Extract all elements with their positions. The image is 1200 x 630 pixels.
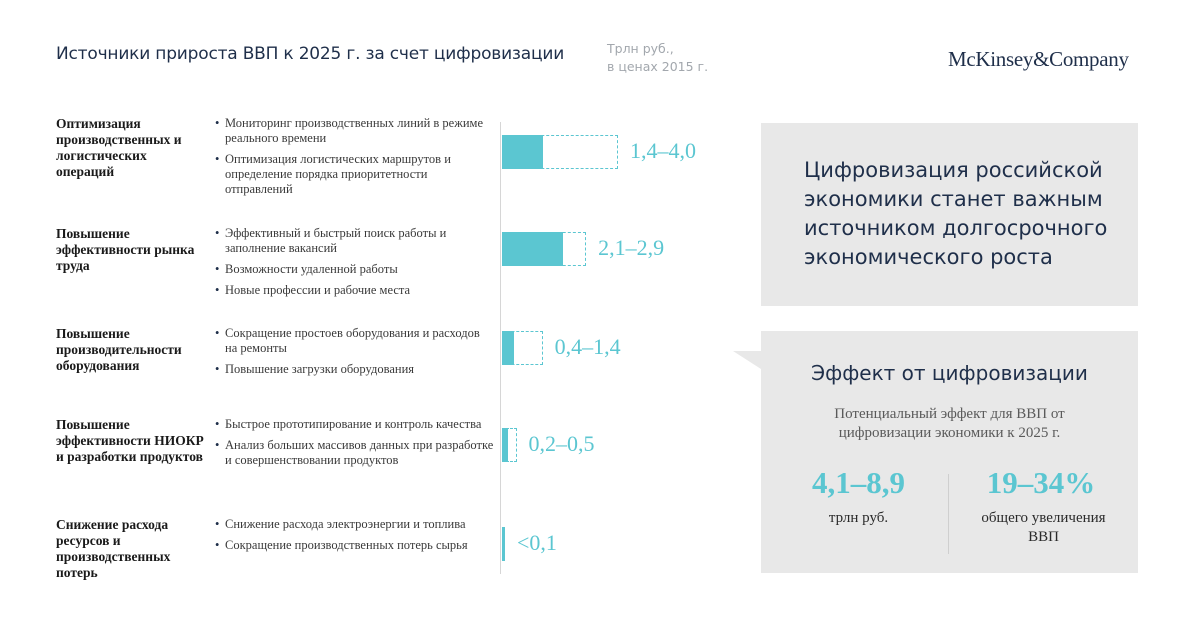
effect-left-value: 4,1–8,9	[812, 465, 905, 500]
bullet-item: • Эффективный и быстрый поиск работы и заполнение вакансий	[215, 226, 495, 256]
row-label-5: Снижение расхода ресурсов и производственных потерь	[56, 517, 171, 580]
row-label-3: Повышение производительности оборудования	[56, 326, 182, 373]
row-bullets-2	[215, 226, 495, 304]
bullet-item: • Новые профессии и рабочие места	[215, 283, 495, 298]
row-bullets-4	[215, 417, 495, 474]
bar-value-label: 1,4–4,0	[630, 138, 696, 163]
bar-range-fill	[502, 527, 505, 561]
bar-range-fill	[502, 232, 563, 266]
row-label-2: Повышение эффективности рынка труда	[56, 226, 195, 273]
row-bullets-5	[215, 517, 495, 559]
bullet-item: • Мониторинг производственных линий в режиме реального времени	[215, 116, 495, 146]
bullet-item: • Анализ больших массивов данных при разработке и совершенствовании продуктов	[215, 438, 495, 468]
row-bullets-1	[215, 116, 495, 203]
bullet-item: • Быстрое прототипирование и контроль качества	[215, 417, 495, 432]
bullet-item: • Повышение загрузки оборудования	[215, 362, 495, 377]
effect-box	[761, 331, 1138, 573]
effect-left-label: трлн руб.	[828, 510, 889, 526]
unit-line-1: Трлн руб.,	[607, 41, 674, 56]
bar-value-label: 0,2–0,5	[528, 431, 595, 456]
bar-range-fill	[502, 135, 543, 169]
unit-note	[607, 40, 708, 76]
bullet-item: • Сокращение производственных потерь сырья	[215, 538, 495, 553]
bar-value-label: 2,1–2,9	[598, 235, 665, 260]
company-logo: McKinsey&Company	[948, 47, 1129, 71]
bar-range-fill	[502, 428, 508, 462]
callout-text: Цифровизация российской экономики станет важным источником долгосрочного экономического роста	[804, 158, 1108, 269]
row-label-4: Повышение эффективности НИОКР и разработки продуктов	[56, 417, 204, 464]
effect-divider	[948, 474, 949, 554]
row-label-1: Оптимизация производственных и логистических операций	[56, 116, 182, 179]
bullet-item: • Сокращение простоев оборудования и расходов на ремонты	[215, 326, 495, 356]
effect-right-label: общего увеличения ВВП	[981, 510, 1106, 545]
bullet-item: • Возможности удаленной работы	[215, 262, 495, 277]
effect-heading: Эффект от цифровизации	[811, 361, 1088, 385]
bar-range-fill	[502, 331, 514, 365]
chart-axis	[500, 122, 501, 574]
chart-title: Источники прироста ВВП к 2025 г. за счет цифровизации	[56, 44, 565, 64]
row-bullets-3	[215, 326, 495, 383]
bullet-item: • Оптимизация логистических маршрутов и определение порядка приоритетности отправлений	[215, 152, 495, 197]
bar-value-label: <0,1	[517, 530, 557, 555]
bullet-item: • Снижение расхода электроэнергии и топлива	[215, 517, 495, 532]
callout-box	[761, 123, 1138, 306]
bar-value-label: 0,4–1,4	[554, 334, 621, 359]
unit-line-2: в ценах 2015 г.	[607, 59, 709, 74]
effect-right-value: 19–34%	[986, 465, 1096, 500]
callout-pointer	[733, 351, 761, 369]
effect-subtitle: Потенциальный эффект для ВВП от цифровизации экономики к 2025 г.	[834, 406, 1065, 441]
